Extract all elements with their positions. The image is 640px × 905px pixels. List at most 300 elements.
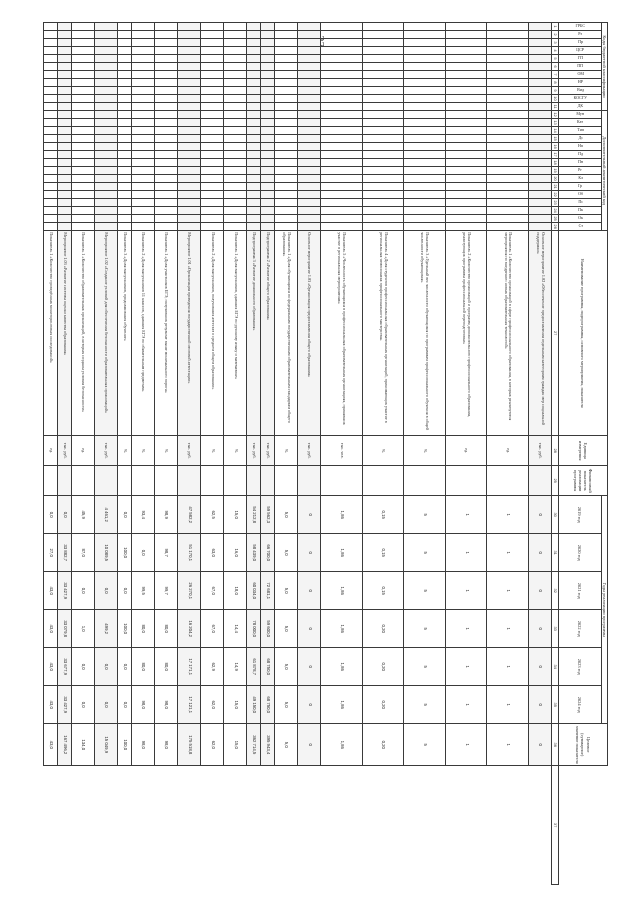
row-unit: тыс. руб. bbox=[247, 436, 261, 466]
code-cell bbox=[362, 191, 404, 199]
row-year-value: 5 bbox=[404, 496, 446, 534]
column-index: 35 bbox=[551, 686, 558, 724]
row-year-value: 1 bbox=[445, 686, 487, 724]
code-label: ПП bbox=[577, 63, 584, 69]
row-finance bbox=[487, 466, 529, 496]
row-year-value: 1,86 bbox=[321, 572, 363, 610]
code-cell bbox=[528, 127, 551, 135]
code-cell bbox=[321, 31, 363, 39]
code-cell bbox=[321, 151, 363, 159]
code-cell bbox=[44, 55, 58, 63]
row-year-value: 0,0 bbox=[94, 648, 117, 686]
code-cell bbox=[154, 223, 177, 231]
target-header: Целевое (суммарное) значение показателя bbox=[558, 724, 607, 766]
code-cell bbox=[261, 31, 275, 39]
code-cell bbox=[321, 111, 363, 119]
row-year-value: 499,2 bbox=[94, 610, 117, 648]
code-cell bbox=[131, 127, 154, 135]
code-cell bbox=[298, 111, 321, 119]
code-cell bbox=[94, 111, 117, 119]
row-year-value: 1 bbox=[487, 686, 529, 724]
row-unit: % bbox=[224, 436, 247, 466]
code-cell bbox=[321, 47, 363, 55]
code-cell bbox=[487, 119, 529, 127]
code-cell bbox=[71, 103, 94, 111]
code-cell bbox=[178, 223, 201, 231]
finance-header: Финансовый показатель реализации программы bbox=[558, 466, 607, 496]
column-index: 32 bbox=[551, 572, 558, 610]
row-year-value: 0 bbox=[528, 534, 551, 572]
code-cell bbox=[404, 135, 446, 143]
code-cell bbox=[528, 207, 551, 215]
code-cell bbox=[58, 151, 72, 159]
code-cell bbox=[58, 207, 72, 215]
code-cell bbox=[404, 71, 446, 79]
row-unit: % bbox=[201, 436, 224, 466]
row-finance bbox=[201, 466, 224, 496]
code-cell bbox=[528, 71, 551, 79]
code-cell bbox=[201, 71, 224, 79]
code-cell bbox=[71, 23, 94, 31]
code-cell bbox=[94, 71, 117, 79]
code-cell bbox=[445, 31, 487, 39]
code-cell bbox=[131, 223, 154, 231]
code-label: Кл bbox=[578, 175, 583, 181]
code-cell bbox=[261, 127, 275, 135]
code-cell bbox=[261, 207, 275, 215]
code-cell bbox=[261, 95, 275, 103]
code-cell bbox=[274, 207, 297, 215]
row-year-value: 27,0 bbox=[44, 534, 58, 572]
row-year-value: 43,0 bbox=[44, 610, 58, 648]
year-header: 2021 год bbox=[558, 572, 601, 610]
code-cell bbox=[118, 199, 132, 207]
code-column-header bbox=[558, 71, 601, 79]
column-index: 19 bbox=[553, 168, 559, 173]
code-cell bbox=[487, 199, 529, 207]
row-year-value: 0,0 bbox=[118, 686, 132, 724]
code-cell bbox=[224, 135, 247, 143]
code-cell bbox=[71, 87, 94, 95]
code-label: Кат bbox=[577, 119, 584, 125]
code-cell bbox=[487, 127, 529, 135]
row-year-value: 0,20 bbox=[362, 686, 404, 724]
row-name: Показатель 1 «Доля обучающихся по федеральным государственным образовательным стандартам общего образования» bbox=[274, 231, 297, 436]
row-year-value: 100,0 bbox=[118, 534, 132, 572]
column-index: 5 bbox=[551, 55, 558, 63]
code-cell bbox=[274, 79, 297, 87]
code-cell bbox=[528, 151, 551, 159]
code-cell bbox=[247, 55, 261, 63]
row-year-value: 5 bbox=[404, 610, 446, 648]
row-finance bbox=[404, 466, 446, 496]
code-cell bbox=[154, 39, 177, 47]
code-cell bbox=[118, 135, 132, 143]
code-cell bbox=[247, 207, 261, 215]
table-row bbox=[261, 23, 275, 885]
row-finance bbox=[178, 466, 201, 496]
year-header: 2019 год bbox=[558, 496, 601, 534]
row-year-value: 0,0 bbox=[58, 496, 72, 534]
code-cell bbox=[404, 151, 446, 159]
code-cell bbox=[362, 103, 404, 111]
row-year-value: 45,9 bbox=[71, 496, 94, 534]
code-cell bbox=[528, 95, 551, 103]
code-cell bbox=[445, 183, 487, 191]
row-year-value: 5,0 bbox=[274, 496, 297, 534]
code-cell bbox=[201, 63, 224, 71]
code-cell bbox=[298, 47, 321, 55]
code-cell bbox=[154, 47, 177, 55]
code-cell bbox=[178, 71, 201, 79]
row-name: Подпрограмма 2 «Развитие общего образования» bbox=[261, 231, 275, 436]
code-cell bbox=[487, 39, 529, 47]
table-row bbox=[274, 23, 297, 885]
code-cell bbox=[487, 151, 529, 159]
code-label: Пк bbox=[578, 207, 583, 213]
table-row bbox=[298, 23, 321, 885]
code-cell bbox=[247, 119, 261, 127]
code-cell bbox=[178, 31, 201, 39]
code-cell bbox=[44, 127, 58, 135]
additional-codes-header: Дополнительный аналитический код bbox=[601, 111, 607, 231]
row-year-value: 98,0 bbox=[154, 686, 177, 724]
code-cell bbox=[94, 199, 117, 207]
code-cell bbox=[321, 95, 363, 103]
code-cell bbox=[118, 119, 132, 127]
code-cell bbox=[224, 167, 247, 175]
row-year-value: 15,0 bbox=[224, 686, 247, 724]
row-name: Мероприятие 1.01 «Организация проведения государственной итоговой аттестации» bbox=[178, 231, 201, 436]
code-cell bbox=[201, 47, 224, 55]
column-index: 34 bbox=[551, 648, 558, 686]
code-cell bbox=[487, 191, 529, 199]
code-cell bbox=[404, 199, 446, 207]
row-name: Показатель 5 «Численность обучающихся в профессиональных образовательных организациях, принявших участие в региональных мероприятиях» bbox=[321, 231, 363, 436]
code-cell bbox=[154, 159, 177, 167]
code-cell bbox=[178, 55, 201, 63]
row-year-value: 1 bbox=[487, 610, 529, 648]
code-cell bbox=[131, 151, 154, 159]
code-cell bbox=[71, 63, 94, 71]
code-cell bbox=[274, 87, 297, 95]
row-year-value: 5,0 bbox=[274, 648, 297, 686]
row-name: Мероприятие 1.03 «Развитие системы оценки качества образования» bbox=[58, 231, 72, 436]
code-cell bbox=[178, 63, 201, 71]
code-cell bbox=[274, 47, 297, 55]
code-cell bbox=[321, 119, 363, 127]
code-cell bbox=[201, 215, 224, 223]
code-cell bbox=[404, 23, 446, 31]
code-cell bbox=[247, 63, 261, 71]
code-cell bbox=[362, 111, 404, 119]
row-year-value: 1,86 bbox=[321, 648, 363, 686]
code-cell bbox=[94, 191, 117, 199]
code-cell bbox=[58, 63, 72, 71]
code-cell bbox=[487, 175, 529, 183]
code-cell bbox=[362, 31, 404, 39]
row-target: 0 bbox=[528, 724, 551, 766]
code-cell bbox=[44, 135, 58, 143]
code-cell bbox=[274, 183, 297, 191]
code-cell bbox=[178, 191, 201, 199]
code-cell bbox=[247, 103, 261, 111]
row-year-value: 5 bbox=[404, 572, 446, 610]
code-cell bbox=[321, 167, 363, 175]
row-year-value: 1 bbox=[487, 648, 529, 686]
row-year-value: 16 204,2 bbox=[178, 610, 201, 648]
code-cell bbox=[224, 127, 247, 135]
code-cell bbox=[404, 159, 446, 167]
code-cell bbox=[131, 31, 154, 39]
row-target: 62,0 bbox=[201, 724, 224, 766]
code-cell bbox=[528, 79, 551, 87]
code-cell bbox=[247, 95, 261, 103]
code-column-header bbox=[558, 191, 601, 199]
code-cell bbox=[487, 223, 529, 231]
row-year-value: 0,0 bbox=[71, 686, 94, 724]
row-target: 0,20 bbox=[362, 724, 404, 766]
column-index: 25 bbox=[553, 216, 559, 221]
code-cell bbox=[261, 199, 275, 207]
code-cell bbox=[118, 87, 132, 95]
code-cell bbox=[261, 159, 275, 167]
code-cell bbox=[71, 135, 94, 143]
code-cell bbox=[298, 167, 321, 175]
row-name: Основное мероприятие 1.03 «Организация предоставления общего образования» bbox=[298, 231, 321, 436]
code-column-header bbox=[558, 175, 601, 183]
row-year-value: 0,15 bbox=[362, 572, 404, 610]
code-cell bbox=[224, 103, 247, 111]
row-year-value: 0,0 bbox=[44, 496, 58, 534]
row-year-value: 1,86 bbox=[321, 686, 363, 724]
code-cell bbox=[274, 135, 297, 143]
code-cell bbox=[201, 191, 224, 199]
code-cell bbox=[261, 167, 275, 175]
row-year-value: 5,0 bbox=[274, 572, 297, 610]
row-target: 5 bbox=[404, 724, 446, 766]
row-year-value: 0,0 bbox=[118, 496, 132, 534]
code-cell bbox=[487, 71, 529, 79]
code-cell bbox=[298, 79, 321, 87]
row-finance bbox=[362, 466, 404, 496]
code-cell bbox=[94, 207, 117, 215]
row-year-value: 1,86 bbox=[321, 534, 363, 572]
row-year-value: 49 150,0 bbox=[247, 686, 261, 724]
table-row bbox=[362, 23, 404, 885]
code-cell bbox=[58, 95, 72, 103]
row-finance bbox=[528, 466, 551, 496]
code-cell bbox=[224, 63, 247, 71]
code-cell bbox=[178, 127, 201, 135]
code-cell bbox=[445, 191, 487, 199]
row-target: 167 496,2 bbox=[58, 724, 72, 766]
row-name: Подпрограмма 3 «Развитие дошкольного образования» bbox=[247, 231, 261, 436]
row-year-value: 0 bbox=[528, 496, 551, 534]
row-finance bbox=[247, 466, 261, 496]
code-cell bbox=[154, 95, 177, 103]
row-target: 100,0 bbox=[118, 724, 132, 766]
code-cell bbox=[178, 151, 201, 159]
code-cell bbox=[58, 183, 72, 191]
row-year-value: 59 600,0 bbox=[261, 610, 275, 648]
code-cell bbox=[58, 167, 72, 175]
code-cell bbox=[71, 159, 94, 167]
row-year-value: 80,0 bbox=[154, 648, 177, 686]
row-year-value: 87,0 bbox=[71, 534, 94, 572]
column-index: 33 bbox=[551, 610, 558, 648]
row-finance bbox=[298, 466, 321, 496]
row-year-value: 16,0 bbox=[224, 534, 247, 572]
code-cell bbox=[362, 63, 404, 71]
code-column-header bbox=[558, 103, 601, 111]
code-cell bbox=[131, 87, 154, 95]
code-cell bbox=[298, 175, 321, 183]
code-cell bbox=[274, 215, 297, 223]
code-cell bbox=[247, 167, 261, 175]
code-cell bbox=[298, 143, 321, 151]
column-index: 9 bbox=[551, 87, 558, 95]
code-cell bbox=[118, 47, 132, 55]
row-year-value: 72 681,1 bbox=[261, 572, 275, 610]
code-cell bbox=[71, 31, 94, 39]
code-cell bbox=[404, 79, 446, 87]
row-year-value: 14,9 bbox=[224, 648, 247, 686]
year-header: 2023 год bbox=[558, 648, 601, 686]
row-year-value: 98,0 bbox=[131, 686, 154, 724]
column-index: 30 bbox=[551, 496, 558, 534]
row-year-value: 1 bbox=[445, 572, 487, 610]
code-cell bbox=[261, 223, 275, 231]
code-cell bbox=[118, 79, 132, 87]
code-cell bbox=[298, 31, 321, 39]
code-cell bbox=[71, 143, 94, 151]
code-cell bbox=[201, 167, 224, 175]
code-cell bbox=[131, 159, 154, 167]
code-cell bbox=[224, 95, 247, 103]
code-cell bbox=[274, 55, 297, 63]
code-cell bbox=[44, 159, 58, 167]
code-cell bbox=[94, 151, 117, 159]
code-cell bbox=[274, 199, 297, 207]
code-cell bbox=[94, 223, 117, 231]
row-year-value: 33 427,9 bbox=[58, 572, 72, 610]
code-cell bbox=[274, 143, 297, 151]
code-cell bbox=[321, 23, 363, 31]
code-cell bbox=[131, 191, 154, 199]
code-cell bbox=[528, 103, 551, 111]
code-cell bbox=[201, 111, 224, 119]
unit-header: Единица измерения bbox=[558, 436, 607, 466]
column-index: 2 bbox=[551, 31, 558, 39]
code-cell bbox=[362, 207, 404, 215]
code-cell bbox=[58, 223, 72, 231]
code-cell bbox=[71, 183, 94, 191]
code-cell bbox=[94, 167, 117, 175]
code-cell bbox=[321, 71, 363, 79]
row-target: 43,0 bbox=[44, 724, 58, 766]
row-year-value: 0,0 bbox=[94, 572, 117, 610]
code-cell bbox=[71, 223, 94, 231]
code-column-header bbox=[558, 127, 601, 135]
code-cell bbox=[404, 143, 446, 151]
code-cell bbox=[298, 71, 321, 79]
code-cell bbox=[445, 79, 487, 87]
row-year-value: 5 bbox=[404, 534, 446, 572]
code-cell bbox=[274, 159, 297, 167]
code-cell bbox=[298, 151, 321, 159]
row-year-value: 99,7 bbox=[154, 572, 177, 610]
code-cell bbox=[274, 175, 297, 183]
row-year-value: 0,15 bbox=[362, 496, 404, 534]
code-cell bbox=[261, 71, 275, 79]
code-cell bbox=[274, 127, 297, 135]
row-finance bbox=[154, 466, 177, 496]
code-cell bbox=[362, 175, 404, 183]
column-index: 23 bbox=[553, 200, 559, 205]
code-label: ГП bbox=[577, 55, 584, 61]
header-row-groups bbox=[601, 23, 607, 885]
code-cell bbox=[247, 87, 261, 95]
code-cell bbox=[487, 183, 529, 191]
row-target: 395 943,4 bbox=[261, 724, 275, 766]
row-year-value: 1 bbox=[445, 534, 487, 572]
row-year-value: 80,0 bbox=[131, 648, 154, 686]
table-row bbox=[321, 23, 363, 885]
code-cell bbox=[154, 143, 177, 151]
rotated-table bbox=[48, 22, 608, 885]
code-cell bbox=[298, 159, 321, 167]
code-cell bbox=[58, 55, 72, 63]
code-cell bbox=[487, 31, 529, 39]
row-year-value: 33 427,9 bbox=[58, 686, 72, 724]
code-cell bbox=[261, 63, 275, 71]
code-cell bbox=[71, 79, 94, 87]
table-row bbox=[404, 23, 446, 885]
code-cell bbox=[321, 63, 363, 71]
code-cell bbox=[298, 39, 321, 47]
row-target: 134,0 bbox=[71, 724, 94, 766]
code-cell bbox=[58, 127, 72, 135]
row-year-value: 1 bbox=[487, 496, 529, 534]
code-cell bbox=[131, 95, 154, 103]
code-cell bbox=[247, 71, 261, 79]
row-year-value: 17 121,1 bbox=[178, 686, 201, 724]
row-year-value: 98,7 bbox=[154, 534, 177, 572]
years-header: Годы реализации программы bbox=[601, 496, 607, 724]
code-cell bbox=[131, 207, 154, 215]
code-cell bbox=[298, 95, 321, 103]
column-index: 11 bbox=[553, 104, 559, 109]
code-cell bbox=[154, 151, 177, 159]
column-index: 12 bbox=[553, 112, 559, 117]
row-year-value: 5 bbox=[404, 686, 446, 724]
code-cell bbox=[261, 151, 275, 159]
code-cell bbox=[131, 119, 154, 127]
code-cell bbox=[261, 215, 275, 223]
column-index: 31 bbox=[551, 534, 558, 572]
code-cell bbox=[201, 135, 224, 143]
code-cell bbox=[274, 71, 297, 79]
row-year-value: 0,0 bbox=[118, 572, 132, 610]
code-column-header bbox=[558, 39, 601, 47]
code-cell bbox=[44, 215, 58, 223]
code-cell bbox=[487, 55, 529, 63]
code-column-header bbox=[558, 199, 601, 207]
code-label: Пс bbox=[578, 199, 583, 205]
code-cell bbox=[44, 151, 58, 159]
code-cell bbox=[362, 167, 404, 175]
